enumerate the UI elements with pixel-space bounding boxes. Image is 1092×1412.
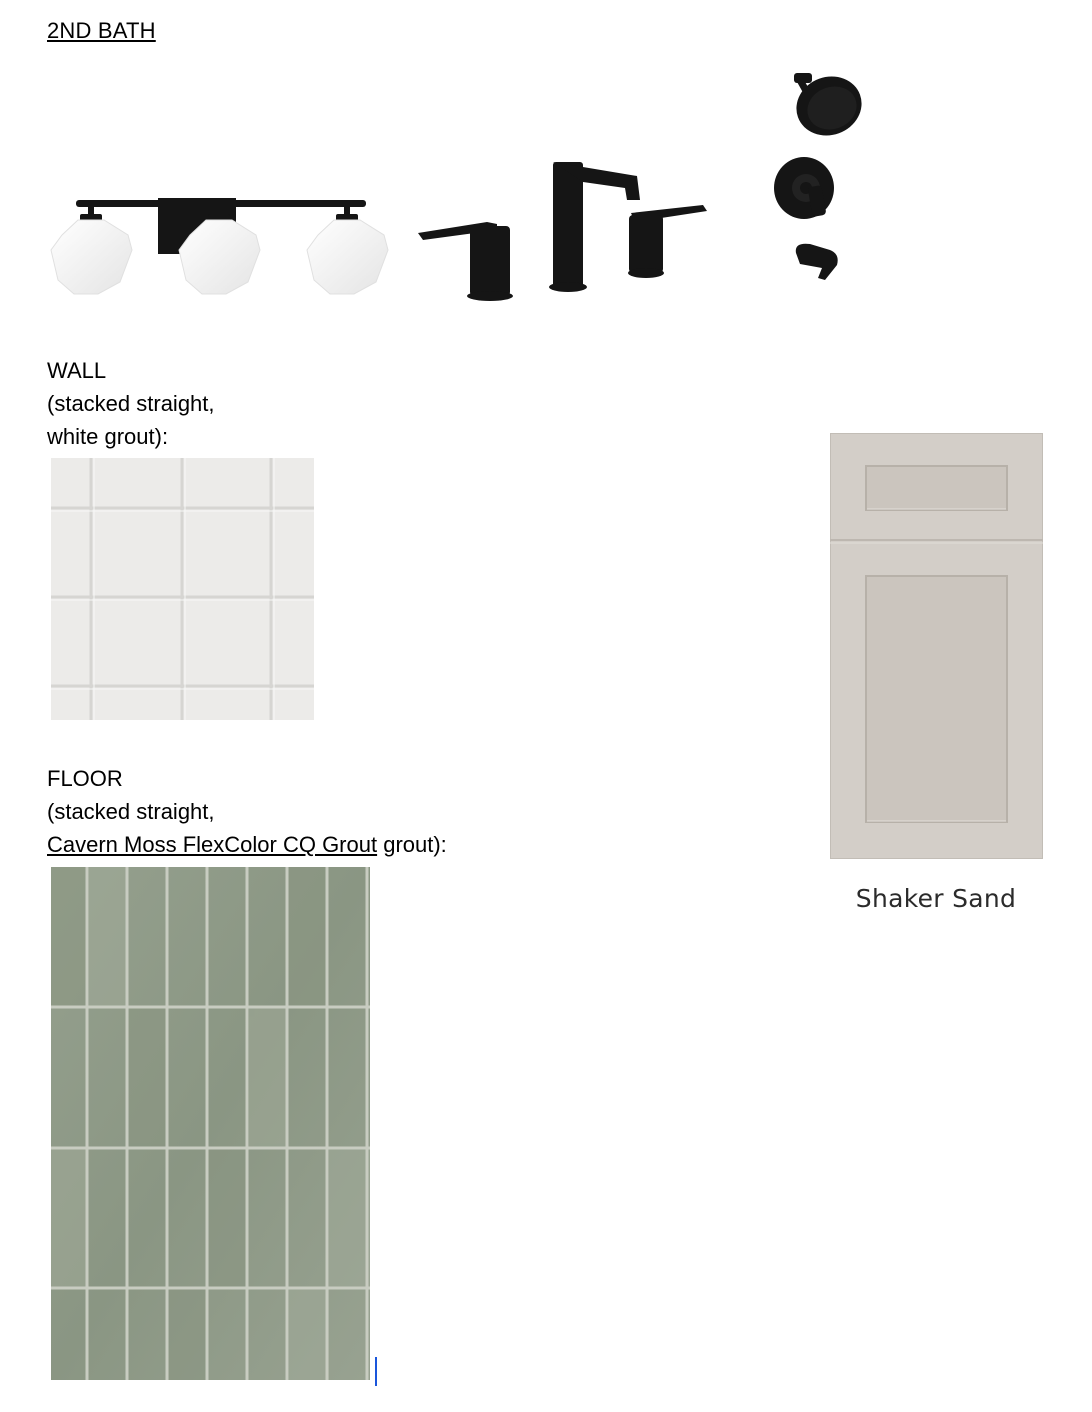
- wall-label-grout: white grout):: [47, 424, 169, 449]
- faucet-set-icon: [415, 160, 715, 305]
- page-title: 2ND BATH: [47, 18, 156, 43]
- floor-label-title: FLOOR: [47, 766, 123, 791]
- grout-product-link[interactable]: Cavern Moss FlexColor CQ Grout: [47, 832, 378, 857]
- vanity-light-icon: [48, 190, 398, 305]
- floor-label-pattern: (stacked straight,: [47, 799, 215, 824]
- wall-label-pattern: (stacked straight,: [47, 391, 215, 416]
- fixtures-row: [0, 60, 1092, 320]
- floor-label-grout: [47, 828, 447, 861]
- wall-label-title: WALL: [47, 358, 107, 383]
- floor-tile-label: [47, 762, 447, 861]
- text-cursor: [375, 1357, 377, 1386]
- shower-trim-kit-icon: [770, 68, 870, 283]
- wall-tile-label: [47, 354, 215, 453]
- cabinet-color-caption: Shaker Sand: [855, 884, 1017, 913]
- floor-tile-swatch: [51, 867, 370, 1380]
- shaker-cabinet-door-swatch: [830, 433, 1043, 859]
- floor-label-grout-suffix: grout):: [377, 832, 447, 857]
- wall-tile-swatch: [51, 458, 314, 720]
